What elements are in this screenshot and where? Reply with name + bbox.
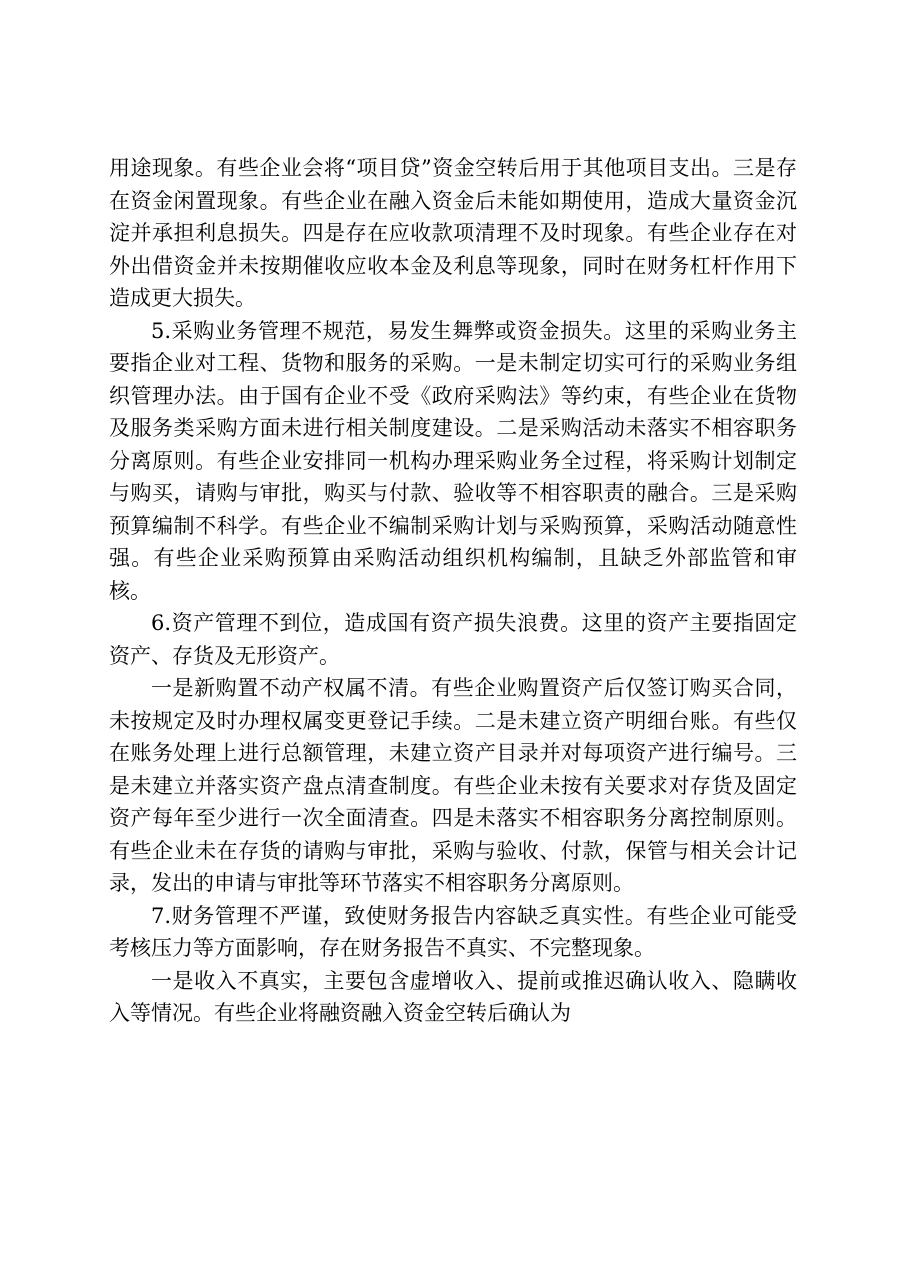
paragraph-4: 一是新购置不动产权属不清。有些企业购置资产后仅签订购买合同，未按规定及时办理权属变更登记手续。二是未建立资产明细台账。有些仅在账务处理上进行总额管理，未建立资产目录并对每项资产进行编号。三是未建立并落实资产盘点清查制度。有些企业未按有关要求对存货及固定资产每年至少进行一次全面清查。四是未落实不相容职务分离控制原则。有些企业未在存货的请购与审批，采购与验收、付款，保管与相关会计记录，发出的申请与审批等环节落实不相容职务分离原则。 [109,676,797,895]
paragraph-3: 6.资产管理不到位，造成国有资产损失浪费。这里的资产主要指固定资产、存货及无形资产。 [109,611,797,668]
paragraph-5: 7.财务管理不严谨，致使财务报告内容缺乏真实性。有些企业可能受考核压力等方面影响，存在财务报告不真实、不完整现象。 [109,903,797,960]
paragraph-2: 5.采购业务管理不规范，易发生舞弊或资金损失。这里的采购业务主要指企业对工程、货物和服务的采购。一是未制定切实可行的采购业务组织管理办法。由于国有企业不受《政府采购法》等约束，有些企业在货物及服务类采购方面未进行相关制度建设。二是采购活动未落实不相容职务分离原则。有些企业安排同一机构办理采购业务全过程，将采购计划制定与购买，请购与审批，购买与付款、验收等不相容职责的融合。三是采购预算编制不科学。有些企业不编制采购计划与采购预算，采购活动随意性强。有些企业采购预算由采购活动组织机构编制，且缺乏外部监管和审核。 [109,318,797,603]
paragraph-1: 用途现象。有些企业会将“项目贷”资金空转后用于其他项目支出。三是存在资金闲置现象。有些企业在融入资金后未能如期使用，造成大量资金沉淀并承担利息损失。四是存在应收款项清理不及时现象。有些企业存在对外出借资金并未按期催收应收本金及利息等现象，同时在财务杠杆作用下造成更大损失。 [109,156,797,310]
paragraph-6: 一是收入不真实，主要包含虚增收入、提前或推迟确认收入、隐瞒收入等情况。有些企业将融资融入资金空转后确认为 [109,968,797,1025]
document-page [109,152,797,1030]
